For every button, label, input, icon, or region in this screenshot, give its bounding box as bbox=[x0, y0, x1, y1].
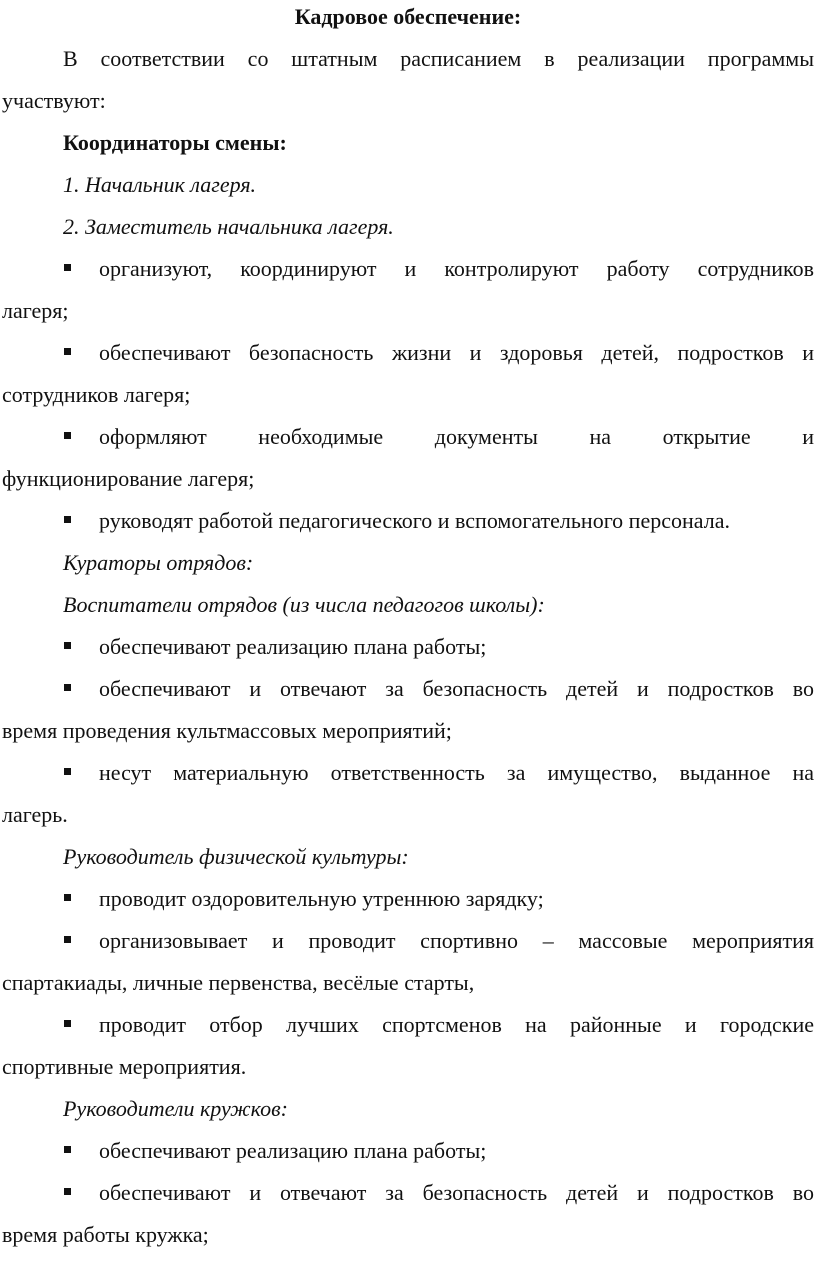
coordinators-heading: Координаторы смены: bbox=[63, 130, 287, 155]
educators-bullet-2-cont: время проведения культмассовых мероприятий; bbox=[2, 718, 452, 743]
pe-bullet-3-cont: спортивные мероприятия. bbox=[2, 1054, 247, 1079]
bullet-text: обеспечивают и отвечают за безопасность детей и подростков во bbox=[99, 1180, 814, 1205]
coordinators-bullet-2-cont: сотрудников лагеря; bbox=[2, 382, 191, 407]
bullet-square-icon bbox=[64, 516, 71, 523]
educators-bullet-2 bbox=[2, 668, 814, 710]
intro-line-2: участвуют: bbox=[2, 88, 106, 113]
bullet-text: обеспечивают безопасность жизни и здоровья детей, подростков и bbox=[99, 340, 814, 365]
bullet-text: обеспечивают и отвечают за безопасность детей и подростков во bbox=[99, 676, 814, 701]
coordinators-bullet-1-cont: лагеря; bbox=[2, 298, 69, 323]
clubs-bullet-2 bbox=[2, 1172, 814, 1214]
bullet-text: проводит оздоровительную утреннюю зарядку; bbox=[99, 886, 544, 911]
coordinators-bullet-3-cont: функционирование лагеря; bbox=[2, 466, 255, 491]
bullet-text: проводит отбор лучших спортсменов на районные и городские bbox=[99, 1012, 814, 1037]
bullet-square-icon bbox=[64, 894, 71, 901]
educators-bullet-3-cont: лагерь. bbox=[2, 802, 68, 827]
educators-bullet-3 bbox=[2, 752, 814, 794]
bullet-square-icon bbox=[64, 1020, 71, 1027]
pe-heading: Руководитель физической культуры: bbox=[63, 844, 409, 869]
pe-bullet-2-cont: спартакиады, личные первенства, весёлые старты, bbox=[2, 970, 475, 995]
clubs-bullet-2-cont: время работы кружка; bbox=[2, 1222, 209, 1247]
bullet-text: обеспечивают реализацию плана работы; bbox=[99, 1138, 487, 1163]
educators-heading: Воспитатели отрядов (из числа педагогов школы): bbox=[63, 592, 545, 617]
bullet-text: оформляют необходимые документы на открытие и bbox=[99, 424, 814, 449]
bullet-square-icon bbox=[64, 936, 71, 943]
coordinators-bullet-2 bbox=[2, 332, 814, 374]
bullet-square-icon bbox=[64, 1146, 71, 1153]
bullet-square-icon bbox=[64, 642, 71, 649]
pe-bullet-2 bbox=[2, 920, 814, 962]
clubs-bullet-1 bbox=[2, 1130, 814, 1172]
educators-bullet-1 bbox=[2, 626, 814, 668]
bullet-square-icon bbox=[64, 1188, 71, 1195]
coordinators-bullet-3 bbox=[2, 416, 814, 458]
coordinator-role-1: 1. Начальник лагеря. bbox=[63, 172, 257, 197]
bullet-text: организуют, координируют и контролируют работу сотрудников bbox=[99, 256, 814, 281]
bullet-square-icon bbox=[64, 432, 71, 439]
curators-heading: Кураторы отрядов: bbox=[63, 550, 254, 575]
intro-line-1: В соответствии со штатным расписанием в реализации программы bbox=[63, 46, 814, 71]
document-title: Кадровое обеспечение: bbox=[294, 4, 522, 29]
bullet-square-icon bbox=[64, 348, 71, 355]
coordinator-role-2: 2. Заместитель начальника лагеря. bbox=[63, 214, 394, 239]
bullet-text: руководят работой педагогического и вспомогательного персонала. bbox=[99, 508, 730, 533]
bullet-text: несут материальную ответственность за имущество, выданное на bbox=[99, 760, 814, 785]
bullet-square-icon bbox=[64, 768, 71, 775]
bullet-square-icon bbox=[64, 264, 71, 271]
coordinators-bullet-1 bbox=[2, 248, 814, 290]
pe-bullet-1 bbox=[2, 878, 814, 920]
bullet-square-icon bbox=[64, 684, 71, 691]
bullet-text: обеспечивают реализацию плана работы; bbox=[99, 634, 487, 659]
coordinators-bullet-4 bbox=[2, 500, 814, 542]
bullet-text: организовывает и проводит спортивно – массовые мероприятия bbox=[99, 928, 814, 953]
clubs-heading: Руководители кружков: bbox=[63, 1096, 288, 1121]
pe-bullet-3 bbox=[2, 1004, 814, 1046]
